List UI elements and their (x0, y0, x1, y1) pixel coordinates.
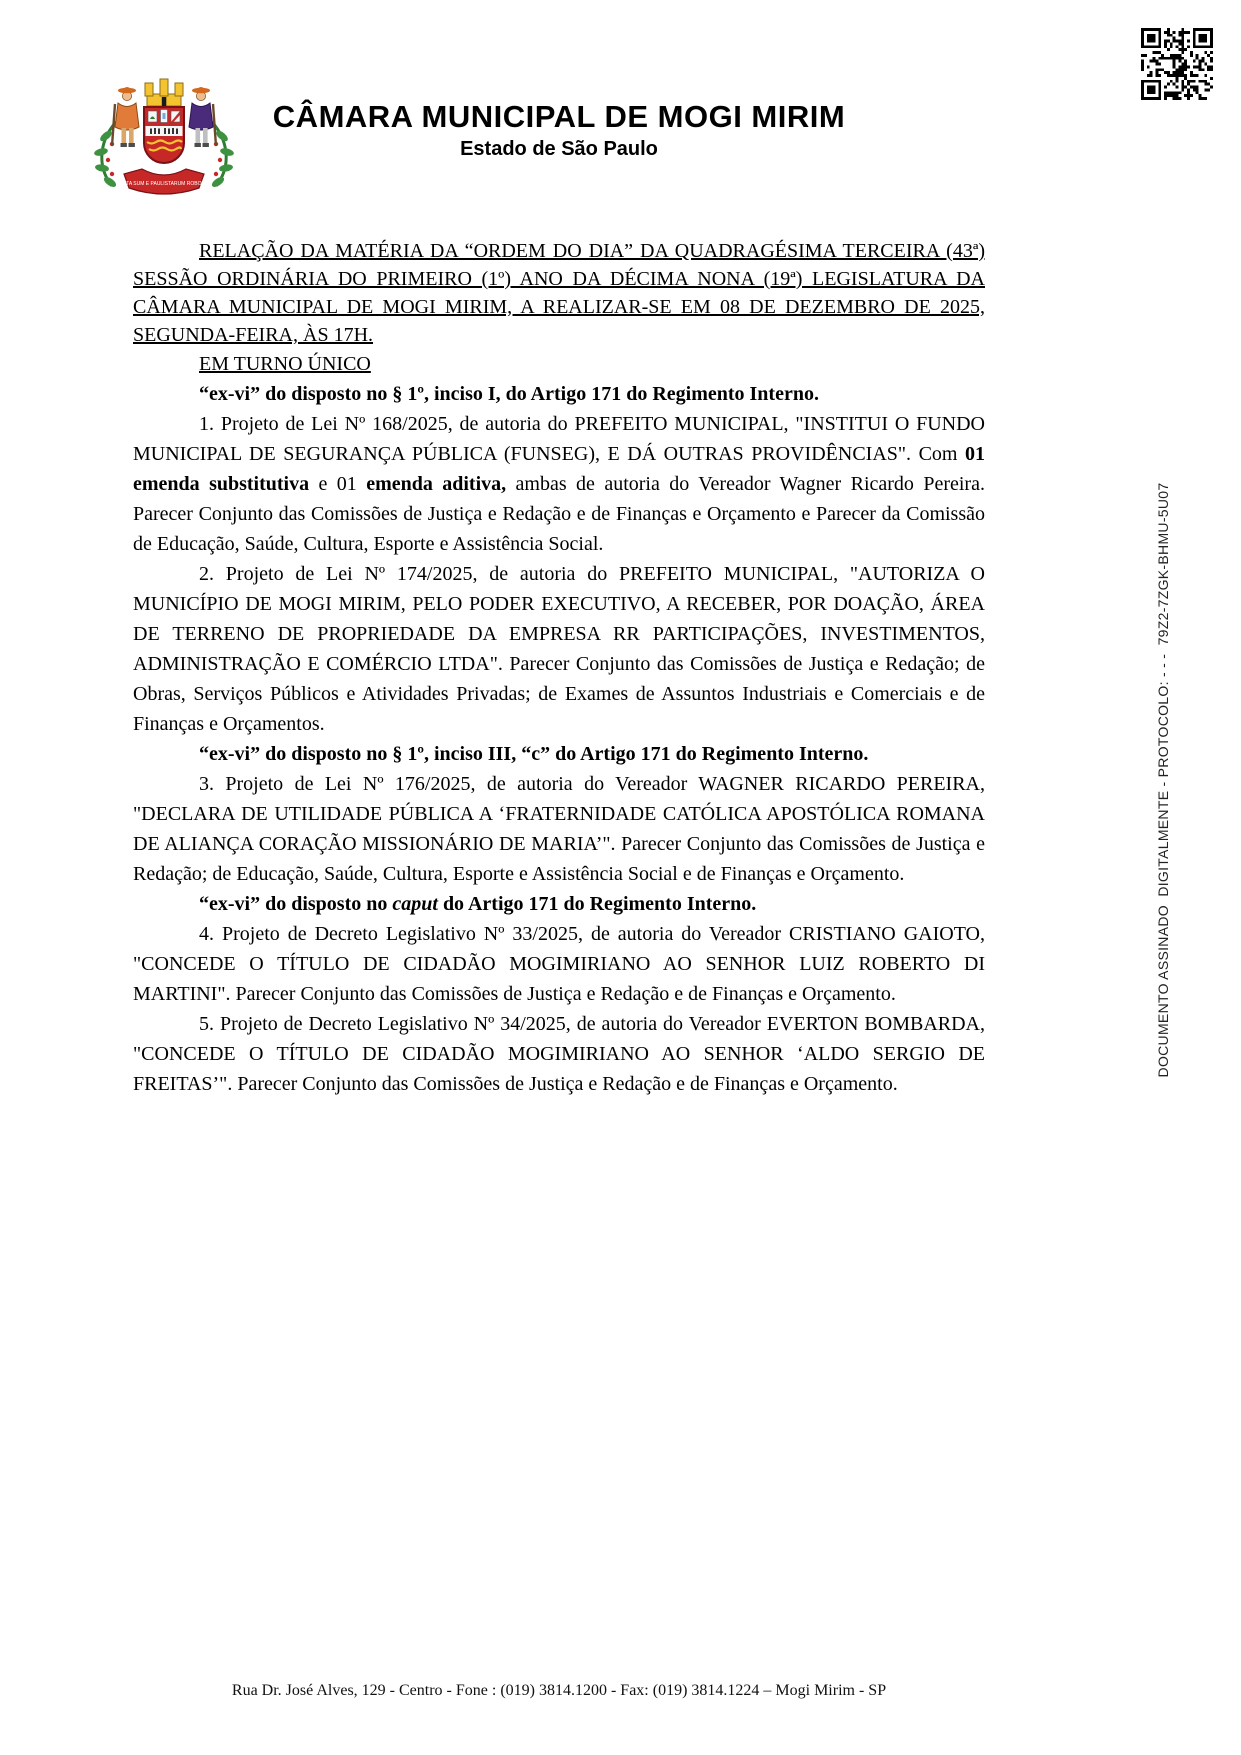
turn-label: EM TURNO ÚNICO (199, 353, 371, 375)
session-title: RELAÇÃO DA MATÉRIA DA “ORDEM DO DIA” DA QUADRAGÉSIMA TERCEIRA (43ª) SESSÃO ORDINÁRIA DO PRIMEIRO (1º) ANO DA DÉCIMA NONA (19ª) LEGISLATURA DA CÂMARA MUNICIPAL DE MOGI MIRIM, A REALIZAR-SE EM 08 DE DEZEMBRO DE 2025, SEGUNDA-FEIRA, ÀS 17H. (133, 240, 985, 346)
document-body (133, 237, 985, 1099)
item-4: 4. Projeto de Decreto Legislativo Nº 33/2025, de autoria do Vereador CRISTIANO GAIOTO, "CONCEDE O TÍTULO DE CIDADÃO MOGIMIRIANO AO SENHOR LUIZ ROBERTO DI MARTINI". Parecer Conjunto das Comissões de Justiça e Redação e de Finanças e Orçamento. (133, 923, 985, 1005)
qr-code-canvas (1141, 28, 1213, 100)
org-subtitle: Estado de São Paulo (460, 138, 658, 160)
item-3: 3. Projeto de Lei Nº 176/2025, de autoria do Vereador WAGNER RICARDO PEREIRA, "DECLARA DE UTILIDADE PÚBLICA A ‘FRATERNIDADE CATÓLICA APOSTÓLICA ROMANA DE ALIANÇA CORAÇÃO MISSIONÁRIO DE MARIA’". Parecer Conjunto das Comissões de Justiça e Redação; de Educação, Saúde, Cultura, Esporte e Assistência Social e de Finanças e Orçamento. (133, 773, 985, 885)
item-5: 5. Projeto de Decreto Legislativo Nº 34/2025, de autoria do Vereador EVERTON BOMBARDA, "CONCEDE O TÍTULO DE CIDADÃO MOGIMIRIANO AO SENHOR ‘ALDO SERGIO DE FREITAS’". Parecer Conjunto das Comissões de Justiça e Redação e de Finanças e Orçamento. (133, 1013, 985, 1095)
rule-heading-3: “ex-vi” do disposto no caput do Artigo 171 do Regimento Interno. (199, 893, 757, 915)
rule-heading-1: “ex-vi” do disposto no § 1º, inciso I, do Artigo 171 do Regimento Interno. (199, 383, 819, 405)
org-title: CÂMARA MUNICIPAL DE MOGI MIRIM (272, 99, 846, 134)
item-1: 1. Projeto de Lei Nº 168/2025, de autoria do PREFEITO MUNICIPAL, "INSTITUI O FUNDO MUNICIPAL DE SEGURANÇA PÚBLICA (FUNSEG), E DÁ OUTRAS PROVIDÊNCIAS". Com 01 emenda substitutiva e 01 emenda aditiva, ambas de autoria do Vereador Wagner Ricardo Pereira. Parecer Conjunto das Comissões de Justiça e Redação e de Finanças e Orçamento e Parecer da Comissão de Educação, Saúde, Cultura, Esporte e Assistência Social. (133, 413, 985, 555)
digital-signature-protocol: DOCUMENTO ASSINADO DIGITALMENTE - PROTOCOLO: - - - 79Z2-7ZGK-BHMU-5U07 (1155, 482, 1171, 1078)
rule-heading-2: “ex-vi” do disposto no § 1º, inciso III, “c” do Artigo 171 do Regimento Interno. (199, 743, 869, 765)
motto-text: NATA SUM E PAULISTARUM ROBORE (119, 181, 209, 187)
footer-address: Rua Dr. José Alves, 129 - Centro - Fone : (019) 3814.1200 - Fax: (019) 3814.1224 – Mogi Mirim - SP (231, 1682, 887, 1699)
item-2: 2. Projeto de Lei Nº 174/2025, de autoria do PREFEITO MUNICIPAL, "AUTORIZA O MUNICÍPIO DE MOGI MIRIM, PELO PODER EXECUTIVO, A RECEBER, POR DOAÇÃO, ÁREA DE TERRENO DE PROPRIEDADE DA EMPRESA RR PARTICIPAÇÕES, INVESTIMENTOS, ADMINISTRAÇÃO E COMÉRCIO LTDA". Parecer Conjunto das Comissões de Justiça e Redação; de Obras, Serviços Públicos e Atividades Privadas; de Exames de Assuntos Industriais e Comerciais e de Finanças e Orçamentos. (133, 563, 985, 735)
motto-ribbon-icon (120, 169, 209, 194)
header (133, 98, 985, 162)
qr-code (1141, 28, 1213, 100)
